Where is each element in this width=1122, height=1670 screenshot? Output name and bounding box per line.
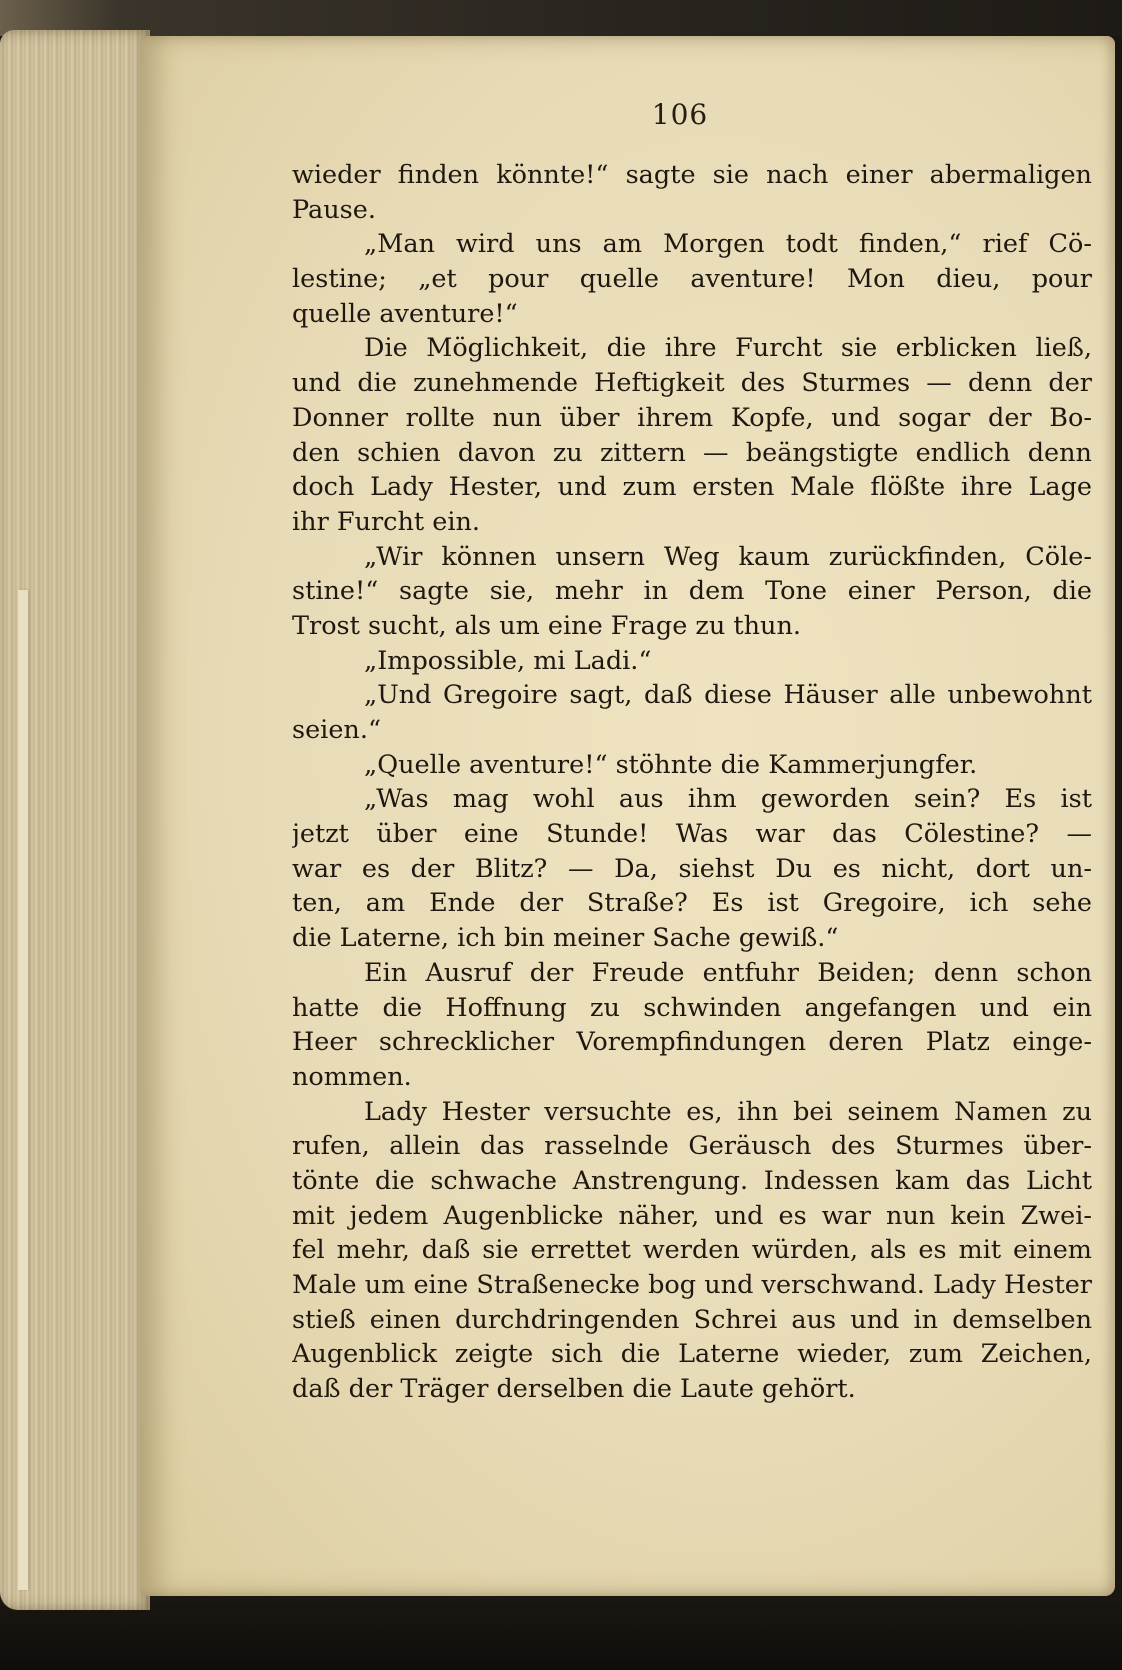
text-line: Donner rollte nun über ihrem Kopfe, und sogar der Bo- [292,402,1092,433]
text-line: Heer schrecklicher Vorempfindungen deren Platz einge- [292,1027,1092,1058]
text-line: „Man wird uns am Morgen todt finden,“ rief Cö- [364,229,1092,260]
text-line: stieß einen durchdringenden Schrei aus und in demselben [292,1304,1092,1335]
text-line: doch Lady Hester, und zum ersten Male flößte ihre Lage [292,472,1092,503]
text-line: Trost sucht, als um eine Frage zu thun. [292,610,801,641]
text-line: Lady Hester versuchte es, ihn bei seinem Namen zu [364,1096,1092,1127]
text-line: lestine; „et pour quelle aventure! Mon dieu, pour [292,264,1092,295]
text-line: daß der Träger derselben die Laute gehört. [292,1374,856,1405]
text-line: „Impossible, mi Ladi.“ [364,645,652,676]
text-line: Male um eine Straßenecke bog und verschwand. Lady Hester [292,1270,1092,1300]
text-line: war es der Blitz? — Da, siehst Du es nicht, dort un- [292,853,1092,884]
text-line: ihr Furcht ein. [292,506,481,537]
text-line: rufen, allein das rasselnde Geräusch des Sturmes über- [292,1131,1092,1162]
text-line: jetzt über eine Stunde! Was war das Cölestine? — [292,819,1092,850]
text-line: seien.“ [292,715,381,745]
text-line: tönte die schwache Anstrengung. Indessen kam das Licht [292,1165,1092,1196]
page-number: 106 [651,98,709,131]
text-line: ten, am Ende der Straße? Es ist Gregoire, ich sehe [292,888,1092,919]
book-fore-edge [0,30,150,1610]
body-text [292,158,1092,1407]
text-line: stine!“ sagte sie, mehr in dem Tone einer Person, die [292,576,1092,607]
text-line: „Quelle aventure!“ stöhnte die Kammerjungfer. [364,749,978,780]
text-line: den schien davon zu zittern — beängstigte endlich denn [292,437,1092,468]
text-line: die Laterne, ich bin meiner Sache gewiß.“ [292,923,839,954]
text-line: quelle aventure!“ [292,298,518,329]
text-line: Die Möglichkeit, die ihre Furcht sie erblicken ließ, [364,333,1092,364]
text-line: und die zunehmende Heftigkeit des Sturmes — denn der [292,368,1092,399]
text-line: mit jedem Augenblicke näher, und es war nun kein Zwei- [292,1200,1092,1231]
page-strip [18,590,28,1590]
text-line: „Wir können unsern Weg kaum zurückfinden, Cöle- [364,541,1092,572]
text-line: hatte die Hoffnung zu schwinden angefangen und ein [292,992,1092,1023]
text-line: Pause. [292,194,376,225]
text-line: „Was mag wohl aus ihm geworden sein? Es ist [364,784,1092,815]
text-line: „Und Gregoire sagt, daß diese Häuser alle unbewohnt [364,680,1092,711]
text-line: Augenblick zeigte sich die Laterne wieder, zum Zeichen, [292,1339,1092,1370]
book-top-edge [0,0,1122,36]
text-line: wieder finden könnte!“ sagte sie nach einer abermaligen [292,160,1092,190]
text-line: fel mehr, daß sie errettet werden würden, als es mit einem [292,1235,1092,1266]
text-line: nommen. [292,1061,412,1092]
text-line: Ein Ausruf der Freude entfuhr Beiden; denn schon [364,957,1092,988]
